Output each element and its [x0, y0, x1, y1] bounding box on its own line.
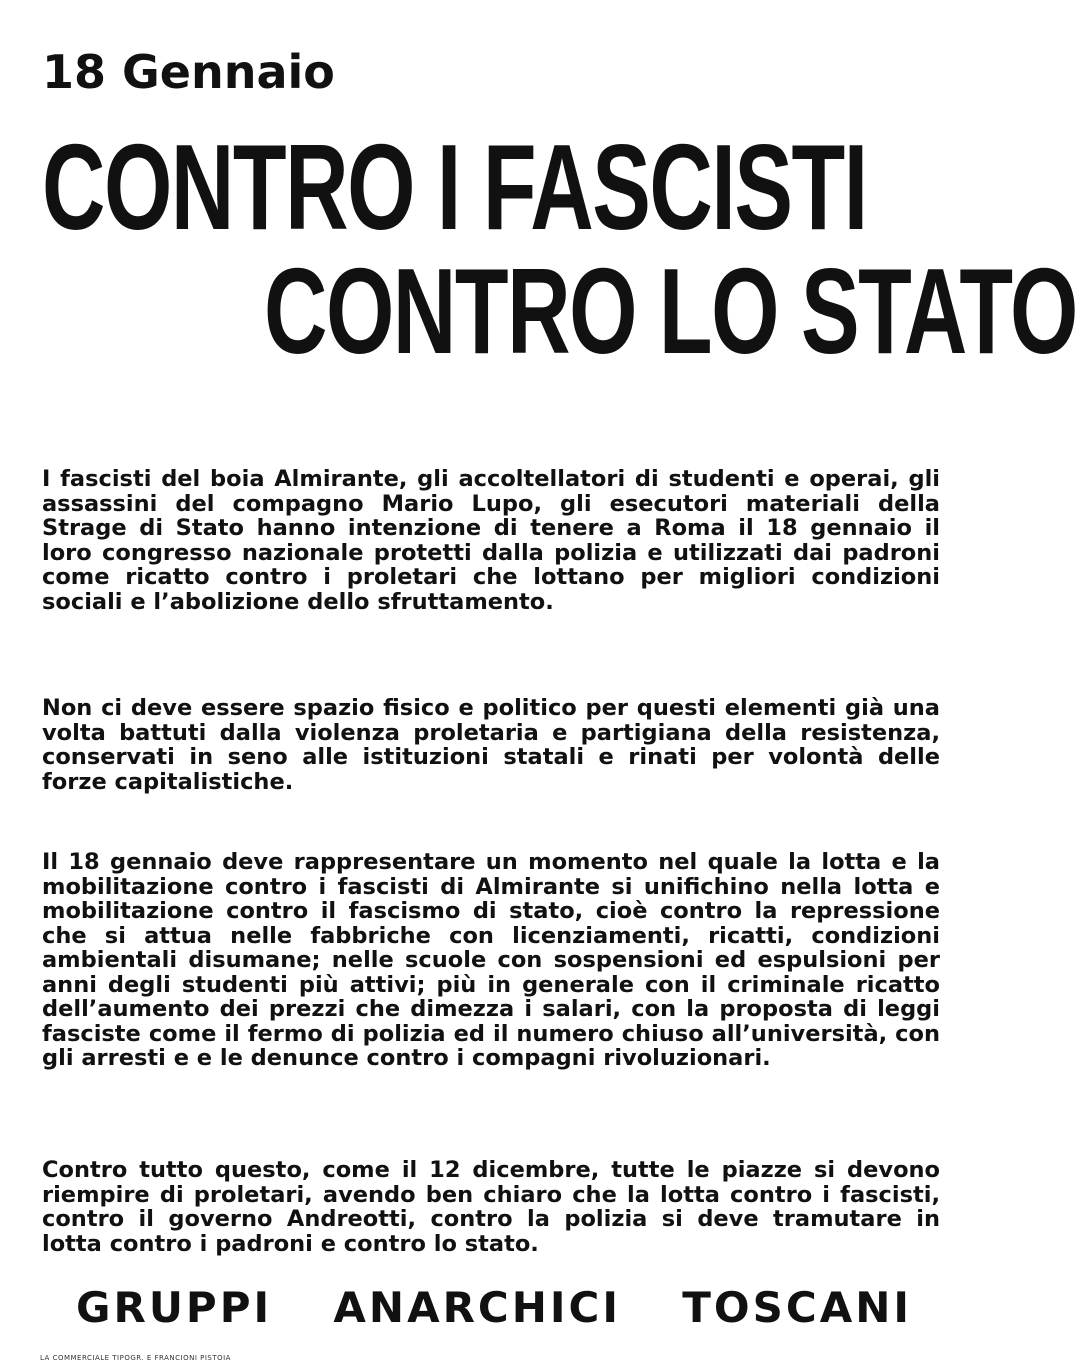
- paragraph-4: Contro tutto questo, come il 12 dicembre, tutte le piazze si devono riempire di proletari, avendo ben chiaro che la lotta contro i fascisti, contro il governo Andreotti, contro la polizia si deve tramutare in lotta contro i padroni e contro lo stato.: [42, 1157, 940, 1257]
- signature: [76, 1282, 912, 1334]
- poster-date: 18 Gennaio: [42, 45, 335, 99]
- headline-line-1: CONTRO I FASCISTI: [42, 119, 867, 255]
- signature-word-3: TOSCANI: [682, 1283, 912, 1332]
- printer-credit: LA COMMERCIALE TIPOGR. E FRANCIONI PISTOIA: [40, 1354, 231, 1362]
- signature-word-2: ANARCHICI: [333, 1283, 621, 1332]
- signature-word-1: GRUPPI: [76, 1283, 273, 1332]
- paragraph-1: I fascisti del boia Almirante, gli accoltellatori di studenti e operai, gli assassini del compagno Mario Lupo, gli esecutori materiali della Strage di Stato hanno intenzione di tenere a Roma il 18 gennaio il loro congresso nazionale protetti dalla polizia e utilizzati dai padroni come ricatto contro i proletari che lottano per migliori condizioni sociali e l’abolizione dello sfruttamento.: [42, 466, 940, 615]
- paragraph-2: Non ci deve essere spazio fisico e politico per questi elementi già una volta battuti dalla violenza proletaria e partigiana della resistenza, conservati in seno alle istituzioni statali e rinati per volontà delle forze capitalistiche.: [42, 695, 940, 795]
- headline-line-2: CONTRO LO STATO: [264, 243, 1077, 379]
- paragraph-3: Il 18 gennaio deve rappresentare un momento nel quale la lotta e la mobilitazione contro i fascisti di Almirante si unifichino nella lotta e mobilitazione contro il fascismo di stato, cioè contro la repressione che si attua nelle fabbriche con licenziamenti, ricatti, condizioni ambientali disumane; nelle scuole con sospensioni ed espulsioni per anni degli studenti più attivi; più in generale con il criminale ricatto dell’aumento dei prezzi che dimezza i salari, con la proposta di leggi fasciste come il fermo di polizia ed il numero chiuso all’università, con gli arresti e e le denunce contro i compagni rivoluzionari.: [42, 849, 940, 1071]
